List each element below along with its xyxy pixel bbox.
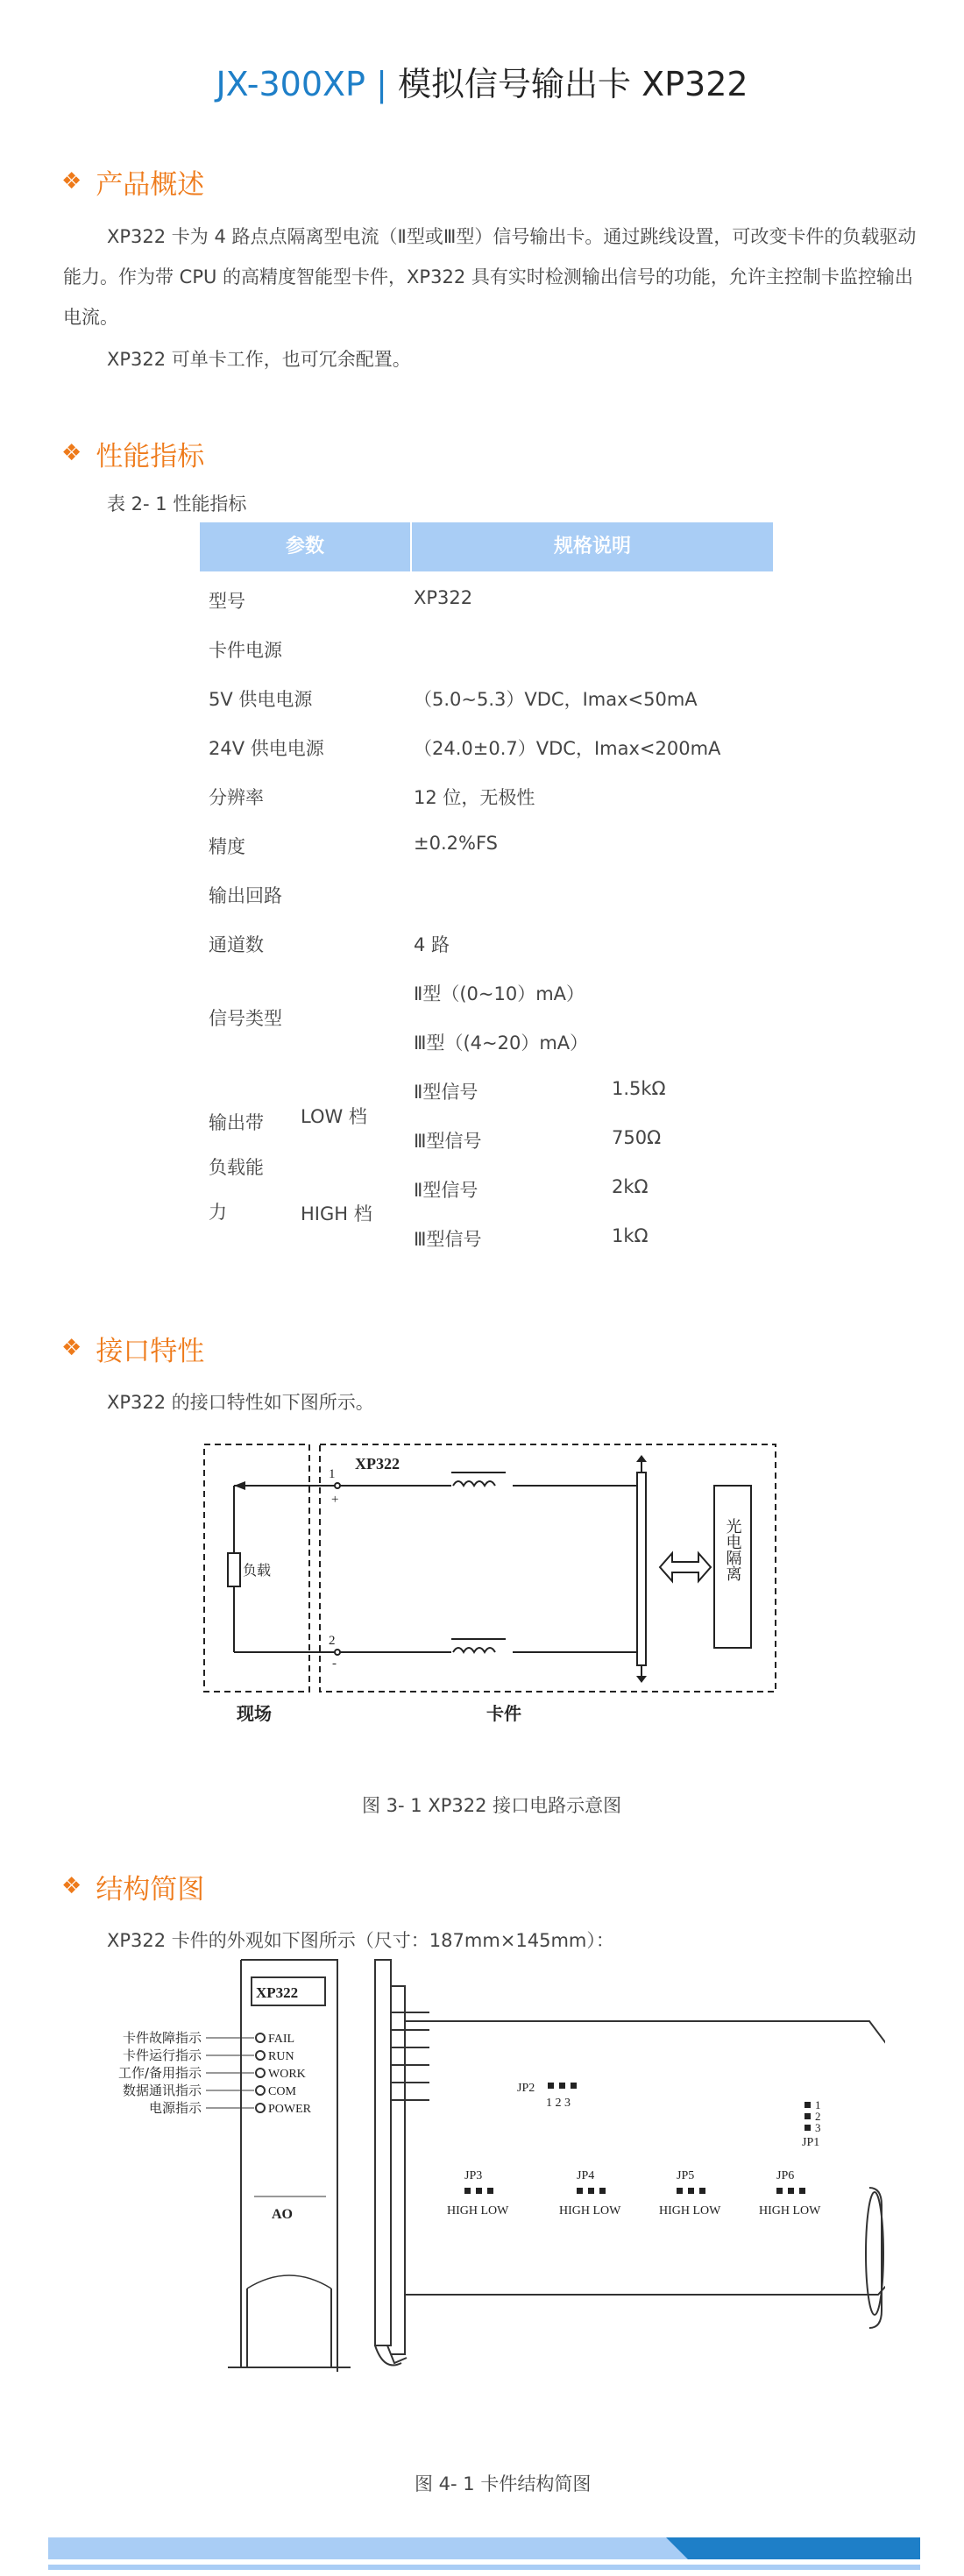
jp4-label: JP4 xyxy=(577,2169,595,2182)
jp2-label: JP2 xyxy=(517,2082,535,2095)
title-name: 模拟信号输出卡 XP322 xyxy=(397,65,748,103)
table-caption: 表 2- 1 性能指标 xyxy=(107,493,247,514)
section-title: 性能指标 xyxy=(96,440,205,472)
load-value: 1kΩ xyxy=(612,1225,649,1246)
section-title: 接口特性 xyxy=(96,1335,205,1367)
row-param: 精度 xyxy=(209,836,245,857)
load-type: Ⅲ型信号 xyxy=(414,1229,482,1250)
section-title: 结构简图 xyxy=(96,1873,205,1905)
minus-sign: - xyxy=(332,1657,337,1671)
jp1-pin: 1 xyxy=(815,2098,821,2111)
led-desc-fail: 卡件故障指示 xyxy=(122,2030,202,2046)
footer-decoration xyxy=(48,2537,920,2572)
load-type: Ⅱ型信号 xyxy=(414,1082,478,1103)
section-heading-interface xyxy=(61,1329,204,1367)
spec-table xyxy=(200,522,773,571)
row-param: 卡件电源 xyxy=(209,640,282,661)
figure-caption-interface: 图 3- 1 XP322 接口电路示意图 xyxy=(362,1795,622,1816)
diamond-bullet-icon: ❖ xyxy=(61,1873,82,1899)
section-heading-specs xyxy=(61,434,204,472)
figure-caption-structure: 图 4- 1 卡件结构简图 xyxy=(415,2473,592,2494)
row-param: 24V 供电电源 xyxy=(209,738,324,759)
interface-circuit-diagram xyxy=(197,1437,784,1727)
terminal-2: 2 xyxy=(329,1634,336,1648)
row-value: 12 位，无极性 xyxy=(414,787,535,808)
panel-bottom-label: AO xyxy=(272,2207,293,2222)
page-title xyxy=(0,61,964,107)
load-type: Ⅱ型信号 xyxy=(414,1180,478,1201)
led-desc-com: 数据通讯指示 xyxy=(122,2083,202,2098)
load-param-line: 力 xyxy=(209,1202,227,1223)
row-param: 通道数 xyxy=(209,934,264,955)
overview-paragraph-1: XP322 卡为 4 路点点隔离型电流（Ⅱ型或Ⅲ型）信号输出卡。通过跳线设置，可改变卡件的负载驱动能力。作为带 CPU 的高精度智能型卡件，XP322 具有实时检测输出信号的功能，允许主控制卡监控输出电流。 xyxy=(63,226,917,328)
load-param-line: 负载能 xyxy=(209,1157,264,1178)
row-param: 型号 xyxy=(209,591,245,612)
jp1-label: JP1 xyxy=(802,2136,820,2149)
row-param: 分辨率 xyxy=(209,787,264,808)
diamond-bullet-icon: ❖ xyxy=(61,1335,82,1361)
row-value: （5.0~5.3）VDC，Imax<50mA xyxy=(414,689,698,710)
load-param-line: 输出带 xyxy=(209,1112,264,1133)
jp5-text: HIGH LOW xyxy=(659,2204,721,2218)
section-title: 产品概述 xyxy=(96,168,205,201)
section-heading-structure xyxy=(61,1867,204,1905)
isolation-label: 光电隔离 xyxy=(723,1518,742,1581)
led-work: WORK xyxy=(268,2068,306,2081)
jp4-text: HIGH LOW xyxy=(559,2204,621,2218)
load-type: Ⅲ型信号 xyxy=(414,1131,482,1152)
jp6-label: JP6 xyxy=(776,2169,795,2182)
row-value: XP322 xyxy=(414,587,473,608)
low-label: LOW 档 xyxy=(301,1106,367,1127)
signal-type-value: Ⅱ型（(0~10）mA） xyxy=(414,983,585,1004)
structure-intro: XP322 卡件的外观如下图所示（尺寸：187mm×145mm）： xyxy=(107,1930,614,1951)
led-fail: FAIL xyxy=(268,2033,295,2046)
plus-sign: + xyxy=(331,1493,339,1507)
table-header xyxy=(200,522,773,571)
card-structure-diagram xyxy=(96,1951,885,2372)
load-value: 1.5kΩ xyxy=(612,1078,666,1099)
signal-type-value: Ⅲ型（(4~20）mA） xyxy=(414,1033,589,1054)
jp5-label: JP5 xyxy=(677,2169,695,2182)
led-desc-run: 卡件运行指示 xyxy=(122,2047,202,2063)
jp3-text: HIGH LOW xyxy=(447,2204,509,2218)
led-desc-power: 电源指示 xyxy=(148,2100,202,2116)
card-text-label: 卡件 xyxy=(486,1703,521,1724)
high-label: HIGH 档 xyxy=(301,1203,372,1224)
row-value: （24.0±0.7）VDC，Imax<200mA xyxy=(414,738,721,759)
row-value: 4 路 xyxy=(414,934,450,955)
panel-label: XP322 xyxy=(256,1984,299,2001)
jp2-pins: 1 2 3 xyxy=(546,2097,571,2110)
card-label: XP322 xyxy=(355,1455,400,1473)
jp3-label: JP3 xyxy=(464,2169,483,2182)
load-label: 负载 xyxy=(243,1562,272,1579)
led-power: POWER xyxy=(268,2103,311,2116)
title-separator: | xyxy=(376,65,387,103)
diamond-bullet-icon: ❖ xyxy=(61,168,82,195)
terminal-1: 1 xyxy=(329,1467,336,1481)
led-com: COM xyxy=(268,2085,296,2098)
header-param: 参数 xyxy=(200,522,412,571)
signal-type-param: 信号类型 xyxy=(209,1008,282,1029)
load-value: 2kΩ xyxy=(612,1176,649,1197)
overview-paragraph-2: XP322 可单卡工作，也可冗余配置。 xyxy=(107,349,411,370)
field-label: 现场 xyxy=(237,1703,272,1724)
title-model: JX-300XP xyxy=(216,65,365,103)
jp1-pin: 2 xyxy=(815,2110,821,2123)
row-param: 5V 供电电源 xyxy=(209,689,313,710)
row-param: 输出回路 xyxy=(209,885,282,906)
diamond-bullet-icon: ❖ xyxy=(61,440,82,466)
row-value: ±0.2%FS xyxy=(414,833,498,854)
header-spec: 规格说明 xyxy=(553,536,631,557)
led-desc-work: 工作/备用指示 xyxy=(117,2065,202,2081)
interface-intro: XP322 的接口特性如下图所示。 xyxy=(107,1392,374,1413)
section-heading-overview xyxy=(61,162,204,201)
jp6-text: HIGH LOW xyxy=(759,2204,821,2218)
led-run: RUN xyxy=(268,2050,294,2063)
jp1-pin: 3 xyxy=(815,2121,821,2134)
load-value: 750Ω xyxy=(612,1127,662,1148)
